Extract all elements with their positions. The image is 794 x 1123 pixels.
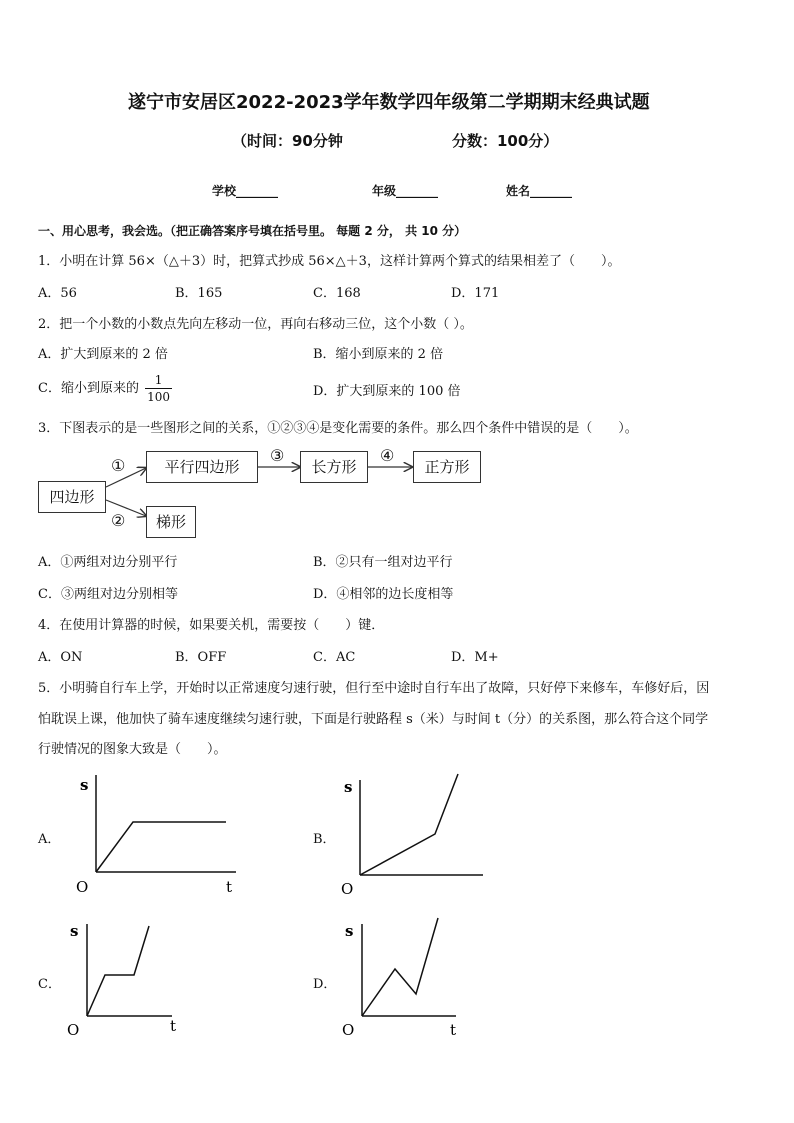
graph-a-origin: O	[76, 878, 89, 896]
graph-d-curve	[362, 918, 438, 1016]
condition-3: ③	[270, 446, 285, 465]
graph-b	[338, 770, 498, 905]
exam-time: （时间：90分钟	[232, 132, 343, 150]
q1-option-c: C．168	[313, 286, 361, 301]
box-trapezoid: 梯形	[146, 506, 196, 538]
box-rectangle: 长方形	[300, 451, 368, 483]
q3-option-d: D．④相邻的边长度相等	[313, 587, 454, 602]
graph-c-t-label: t	[170, 1017, 177, 1035]
graph-b-origin: O	[341, 880, 354, 898]
graph-d-s-label: s	[345, 922, 354, 940]
q4-option-a: A．ON	[38, 650, 83, 665]
q2-option-b: B．缩小到原来的 2 倍	[313, 347, 444, 362]
q4-option-c: C．AC	[313, 650, 356, 665]
graph-a	[66, 770, 246, 905]
graph-a-label: A．	[38, 832, 61, 847]
question-5-stem-line1: 5．小明骑自行车上学，开始时以正常速度匀速行驶，但行至中途时自行车出了故障，只好停下来修车，车修好后，因	[38, 681, 710, 696]
graph-c-origin: O	[67, 1021, 80, 1039]
box-quadrilateral: 四边形	[38, 481, 106, 513]
q2-option-d: D．扩大到原来的 100 倍	[313, 384, 461, 399]
question-2-stem: 2．把一个小数的小数点先向左移动一位，再向右移动三位，这个小数（ ）。	[38, 317, 473, 332]
box-square: 正方形	[413, 451, 481, 483]
q4-option-b: B．OFF	[175, 650, 227, 665]
graph-b-s-label: s	[344, 778, 353, 796]
graph-b-curve	[360, 774, 458, 875]
page-title: 遂宁市安居区2022-2023学年数学四年级第二学期期末经典试题	[128, 92, 650, 113]
condition-4: ④	[380, 446, 395, 465]
q1-option-d: D．171	[451, 286, 500, 301]
condition-1: ①	[111, 456, 126, 475]
exam-score: 分数：100分）	[452, 132, 559, 150]
graph-d	[338, 914, 478, 1044]
graph-b-label: B．	[313, 832, 336, 847]
graph-d-origin: O	[342, 1021, 355, 1039]
q2-option-c-text: C．缩小到原来的	[38, 381, 139, 396]
box-parallelogram: 平行四边形	[146, 451, 258, 483]
name-field: 姓名_______	[506, 184, 573, 198]
q2-option-c	[38, 372, 172, 405]
graph-d-t-label: t	[450, 1021, 457, 1039]
q1-option-b: B．165	[175, 286, 223, 301]
graph-c-s-label: s	[70, 922, 79, 940]
fraction-denominator: 100	[147, 390, 170, 404]
graph-c-label: C．	[38, 977, 61, 992]
grade-field: 年级_______	[372, 184, 439, 198]
q3-option-b: B．②只有一组对边平行	[313, 555, 453, 570]
question-3-stem: 3．下图表示的是一些图形之间的关系，①②③④是变化需要的条件。那么四个条件中错误的是（ ）。	[38, 421, 638, 436]
question-4-stem: 4．在使用计算器的时候，如果要关机，需要按（ ）键．	[38, 618, 385, 633]
graph-c-curve	[87, 926, 149, 1016]
question-5-stem-line3: 行驶情况的图象大致是（ ）。	[38, 742, 227, 757]
graph-a-t-label: t	[226, 878, 233, 896]
fraction-numerator: 1	[145, 372, 172, 389]
school-field: 学校_______	[212, 184, 279, 198]
q2-option-a: A．扩大到原来的 2 倍	[38, 347, 168, 362]
condition-2: ②	[111, 511, 126, 530]
q3-option-a: A．①两组对边分别平行	[38, 555, 178, 570]
graph-c	[62, 914, 192, 1044]
q1-option-a: A．56	[38, 286, 77, 301]
graph-d-label: D．	[313, 977, 337, 992]
question-5-stem-line2: 怕耽误上课，他加快了骑车速度继续匀速行驶，下面是行驶路程 s（米）与时间 t（分）的关系图，那么符合这个同学	[38, 712, 709, 727]
graph-a-curve	[96, 822, 226, 872]
question-1-stem: 1．小明在计算 56×（△＋3）时，把算式抄成 56×△＋3，这样计算两个算式的结果相差了（ ）。	[38, 254, 621, 269]
fraction	[145, 372, 172, 405]
q3-option-c: C．③两组对边分别相等	[38, 587, 178, 602]
section-heading: 一、用心思考，我会选。（把正确答案序号填在括号里。 每题 2 分， 共 10 分）	[38, 224, 467, 238]
q4-option-d: D．M+	[451, 650, 499, 665]
graph-a-s-label: s	[80, 776, 89, 794]
